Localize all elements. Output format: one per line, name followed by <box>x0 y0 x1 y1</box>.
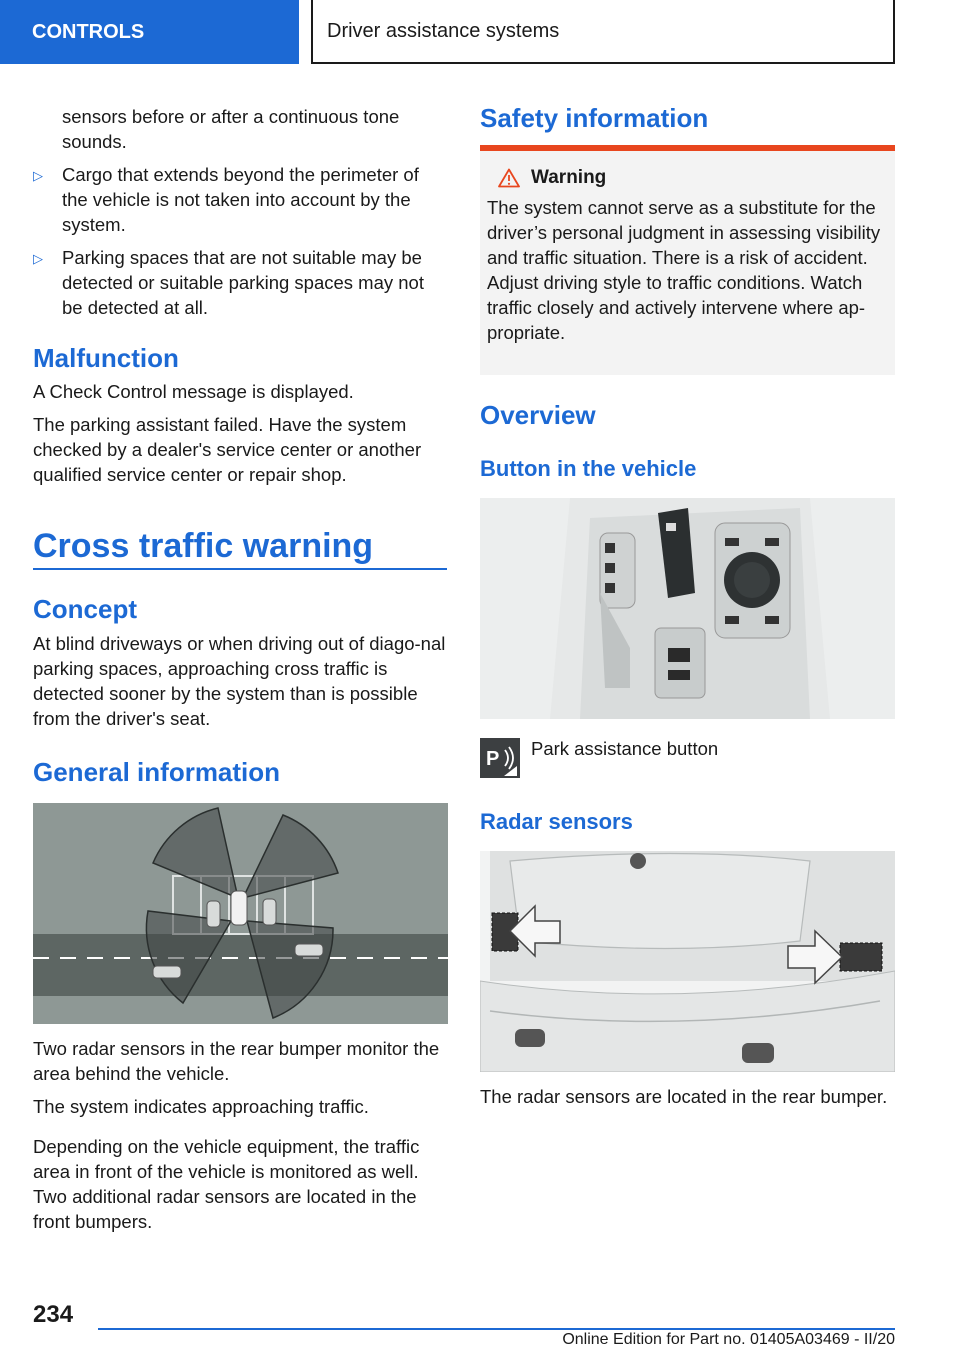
bullet-triangle-icon: ▷ <box>33 251 43 266</box>
general-heading: General information <box>33 757 281 787</box>
bullet-text: Parking spaces that are not suitable may be detected or suitable parking spaces may not be detected at all. <box>62 247 424 318</box>
radar-body: The radar sensors are located in the rear bumper. <box>480 1086 888 1107</box>
cross-traffic-diagram <box>33 803 448 1024</box>
park-assist-symbol <box>480 738 520 778</box>
center-console-illustration <box>480 498 895 719</box>
concept-heading: Concept <box>33 594 137 624</box>
svg-text:P: P <box>486 748 500 770</box>
general-p1: Two radar sensors in the rear bumper monitor the area behind the vehicle. <box>33 1038 440 1084</box>
warning-text: The system cannot serve as a substitute for the driver’s personal judgment in assessing visibility and traffic situation. There is a risk of accident. Adjust driving style to traffic conditions. Watch traffic closely and actively intervene where ap-propriate. <box>487 197 881 343</box>
radar-heading: Radar sensors <box>480 809 633 834</box>
rear-bumper-illustration <box>480 851 895 1072</box>
section-title: CONTROLS <box>32 20 145 43</box>
park-assist-icon <box>480 738 520 778</box>
bullet-text: Cargo that extends beyond the perimeter of the vehicle is not taken into account by the system. <box>62 164 419 235</box>
concept-body <box>33 631 448 739</box>
general-p2: The system indicates approaching traffic. <box>33 1096 369 1117</box>
continued-text: sensors before or after a continuous tone sounds. <box>62 106 400 152</box>
page-number: 234 <box>33 1301 74 1328</box>
malfunction-heading: Malfunction <box>33 343 179 373</box>
center-console-figure <box>480 498 895 719</box>
warning-title: Warning <box>531 167 607 188</box>
concept-p1: At blind driveways or when driving out of diago-nal parking spaces, approaching cross traffic is detected sooner by the system than is possible from the driver's seat. <box>33 633 446 729</box>
chapter-title: Driver assistance systems <box>327 19 560 42</box>
warning-triangle-icon <box>498 168 520 188</box>
chapter-tab <box>311 0 895 64</box>
heading-underline <box>33 568 447 570</box>
left-column-top <box>33 104 448 328</box>
overview-heading: Overview <box>480 400 596 430</box>
rear-bumper-figure <box>480 851 895 1072</box>
malfunction-p1: A Check Control message is displayed. <box>33 381 354 402</box>
continued-bullet <box>33 104 448 154</box>
general-body <box>33 1036 448 1242</box>
bullet-item <box>33 245 448 320</box>
button-heading: Button in the vehicle <box>480 456 697 481</box>
warning-title-row <box>498 167 889 189</box>
footer-rule <box>98 1328 895 1330</box>
malfunction-p2: The parking assistant failed. Have the system checked by a dealer's service center or another qualified service center or repair shop. <box>33 414 422 485</box>
cross-traffic-heading: Cross traffic warning <box>33 527 374 565</box>
safety-heading: Safety information <box>480 103 709 133</box>
park-assist-label: Park assistance button <box>531 738 719 759</box>
bullet-triangle-icon: ▷ <box>33 168 43 183</box>
edition-text: Online Edition for Part no. 01405A03469 - II/20 <box>562 1331 895 1348</box>
warning-box <box>480 151 895 375</box>
malfunction-body <box>33 379 448 495</box>
bullet-item <box>33 162 448 237</box>
general-p3: Depending on the vehicle equipment, the traffic area in front of the vehicle is monitored as well. Two additional radar sensors are located in the front bumpers. <box>33 1136 420 1232</box>
section-tab <box>0 0 299 64</box>
radar-coverage-illustration <box>33 803 448 1024</box>
